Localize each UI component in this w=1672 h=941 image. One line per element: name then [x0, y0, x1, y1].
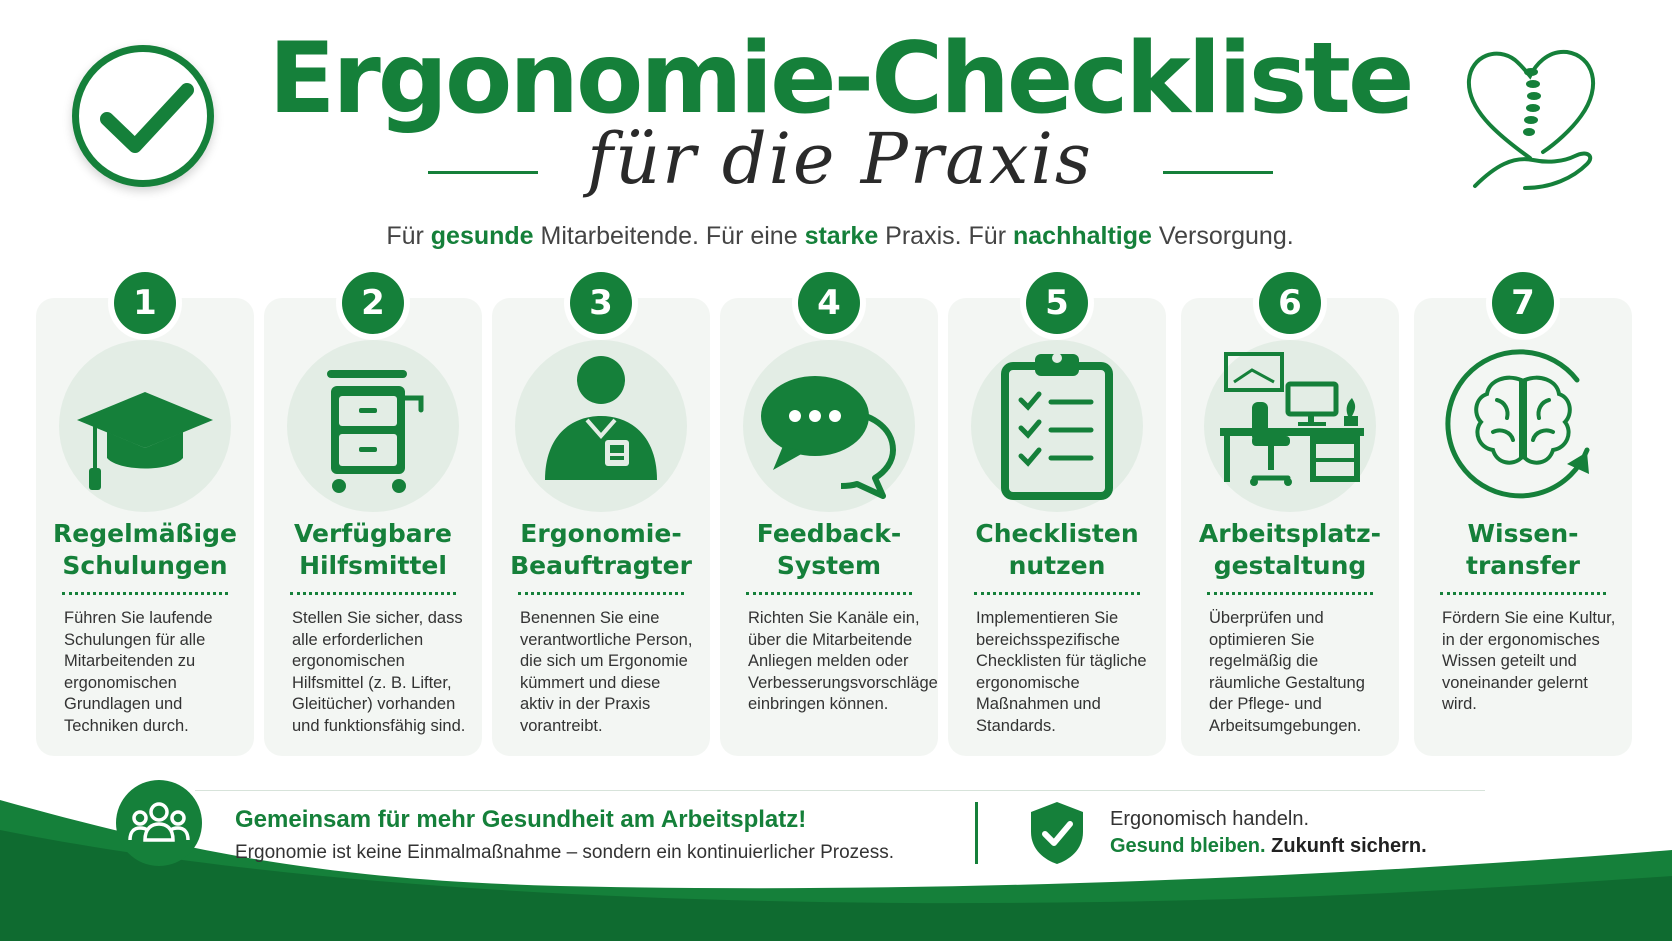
step-number: 1 [114, 272, 176, 334]
dotted-divider [290, 592, 456, 595]
footer-subline: Ergonomie ist keine Einmalmaßnahme – sondern ein kontinuierlicher Prozess. [235, 842, 894, 863]
graduation-cap-icon [59, 340, 231, 512]
divider-right [1163, 171, 1273, 174]
card-checklisten [948, 283, 1166, 756]
card-text: Überprüfen und optimieren Sie regelmäßig die räumliche Gestaltung der Pflege- und Arbeitsumgebungen. [1209, 609, 1365, 735]
card-text: Richten Sie Kanäle ein, über die Mitarbeitende Anliegen melden oder Verbesserungsvorschläge einbringen können. [748, 609, 938, 713]
card-title: Regelmäßige Schulungen [53, 519, 237, 580]
card-beauftragter [492, 283, 710, 756]
shield-check-icon [1025, 798, 1089, 873]
card-title: Ergonomie-Beauftragter [510, 519, 692, 580]
dotted-divider [1440, 592, 1606, 595]
heart-spine-hand-icon [1455, 38, 1605, 203]
card-text: Fördern Sie eine Kultur, in der ergonomisches Wissen geteilt und voneinander gelernt wird. [1442, 609, 1616, 713]
clipboard-checklist-icon [971, 340, 1143, 512]
card-schulungen [36, 283, 254, 756]
card-title: Wissen-transfer [1466, 519, 1580, 580]
step-number: 5 [1026, 272, 1088, 334]
person-badge-icon [515, 340, 687, 512]
header [0, 0, 1672, 250]
card-title: Feedback-System [756, 519, 902, 580]
card-text: Führen Sie laufende Schulungen für alle Mitarbeitenden zu ergonomischen Grundlagen und Techniken durch. [64, 609, 213, 735]
slogan-line-1: Ergonomisch handeln. [1110, 808, 1310, 830]
slogan-line-2: Gesund bleiben. Zukunft sichern. [1110, 835, 1427, 857]
step-number: 4 [798, 272, 860, 334]
dotted-divider [62, 592, 228, 595]
cart-icon [287, 340, 459, 512]
card-wissentransfer [1414, 283, 1632, 756]
desk-workstation-icon [1204, 340, 1376, 512]
footer-headline: Gemeinsam für mehr Gesundheit am Arbeitsplatz! [235, 806, 807, 833]
page-subtitle: für die Praxis [587, 118, 1093, 200]
checklist-cards [36, 283, 1636, 758]
divider-left [428, 171, 538, 174]
step-number: 3 [570, 272, 632, 334]
card-title: Arbeitsplatz-gestaltung [1198, 519, 1382, 580]
footer [0, 770, 1672, 890]
card-text: Implementieren Sie bereichsspezifische Checklisten für tägliche ergonomische Maßnahmen und Standards. [976, 609, 1147, 735]
card-hilfsmittel [264, 283, 482, 756]
tagline: Für gesunde Mitarbeitende. Für eine starke Praxis. Für nachhaltige Versorgung. [386, 222, 1294, 250]
brain-cycle-icon [1437, 340, 1609, 512]
dotted-divider [1207, 592, 1373, 595]
card-feedback [720, 283, 938, 756]
page-title: Ergonomie-Checkliste [268, 22, 1412, 136]
card-text: Benennen Sie eine verantwortliche Person, die sich um Ergonomie kümmert und diese aktiv in der Praxis vorantreibt. [520, 609, 693, 735]
dotted-divider [746, 592, 912, 595]
team-icon [116, 780, 202, 866]
dotted-divider [518, 592, 684, 595]
checkmark-icon [72, 45, 214, 187]
card-arbeitsplatz [1181, 283, 1399, 756]
step-number: 7 [1492, 272, 1554, 334]
card-title: Verfügbare Hilfsmittel [294, 519, 452, 580]
step-number: 2 [342, 272, 404, 334]
step-number: 6 [1259, 272, 1321, 334]
chat-bubbles-icon [743, 340, 915, 512]
footer-divider-line [195, 790, 1485, 791]
dotted-divider [974, 592, 1140, 595]
card-text: Stellen Sie sicher, dass alle erforderlichen ergonomischen Hilfsmittel (z. B. Lifter, Gleitücher) vorhanden und funktionsfähig sind. [292, 609, 466, 735]
card-title: Checklisten nutzen [975, 519, 1139, 580]
footer-vertical-divider [975, 802, 978, 864]
